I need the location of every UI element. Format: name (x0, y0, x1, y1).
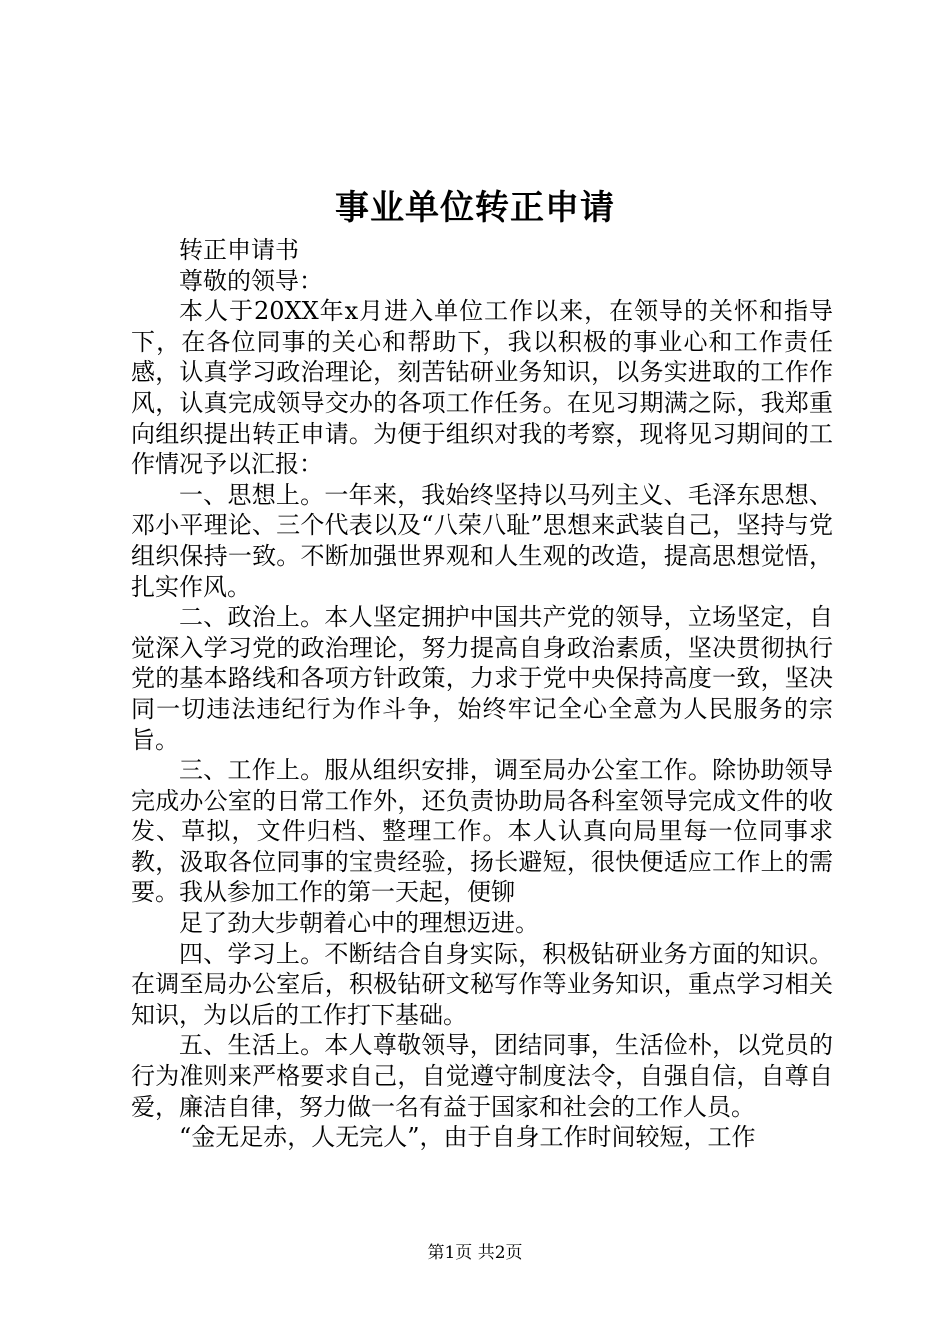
page-footer (0, 1241, 950, 1265)
paragraph-introduction: 本人于20XX年x月进入单位工作以来，在领导的关怀和指导下，在各位同事的关心和帮助下，我以积极的事业心和工作责任感，认真学习政治理论，刻苦钻研业务知识，以务实进取的工作作风，认真完成领导交办的各项工作任务。在见习期满之际，我郑重向组织提出转正申请。为便于组织对我的考察，现将见习期间的工作情况予以汇报： (131, 297, 833, 479)
paragraph-work-continued: 足了劲大步朝着心中的理想迈进。 (179, 909, 539, 938)
page-number: 第1页 (427, 1243, 473, 1263)
paragraph-conclusion: “金无足赤，人无完人”，由于自身工作时间较短，工作 (179, 1123, 756, 1152)
paragraph-work: 三、工作上。服从组织安排，调至局办公室工作。除协助领导完成办公室的日常工作外，还负责协助局各科室领导完成文件的收发、草拟，文件归档、整理工作。本人认真向局里每一位同事求教，汲取各位同事的宝贵经验，扬长避短，很快便适应工作上的需要。我从参加工作的第一天起，便铆 (131, 756, 833, 907)
paragraph-ideology: 一、思想上。一年来，我始终坚持以马列主义、毛泽东思想、邓小平理论、三个代表以及“八荣八耻”思想来武装自己，坚持与党组织保持一致。不断加强世界观和人生观的改造，提高思想觉悟，扎实作风。 (131, 480, 833, 601)
document-title: 事业单位转正申请 (335, 188, 615, 228)
paragraph-life: 五、生活上。本人尊敬领导，团结同事，生活俭朴，以党员的行为准则来严格要求自己，自觉遵守制度法令，自强自信，自尊自爱，廉洁自律，努力做一名有益于国家和社会的工作人员。 (131, 1031, 833, 1121)
paragraph-heading: 转正申请书 (179, 236, 299, 264)
paragraph-politics: 二、政治上。本人坚定拥护中国共产党的领导，立场坚定，自觉深入学习党的政治理论，努力提高自身政治素质，坚决贯彻执行党的基本路线和各项方针政策，力求于党中央保持高度一致，坚决同一切违法违纪行为作斗争，始终牢记全心全意为人民服务的宗旨。 (131, 603, 833, 754)
page-total: 共2页 (477, 1243, 523, 1263)
document-body (131, 235, 833, 1153)
paragraph-study: 四、学习上。不断结合自身实际，积极钻研业务方面的知识。在调至局办公室后，积极钻研文秘写作等业务知识，重点学习相关知识，为以后的工作打下基础。 (131, 939, 833, 1029)
paragraph-salutation: 尊敬的领导： (179, 266, 323, 295)
